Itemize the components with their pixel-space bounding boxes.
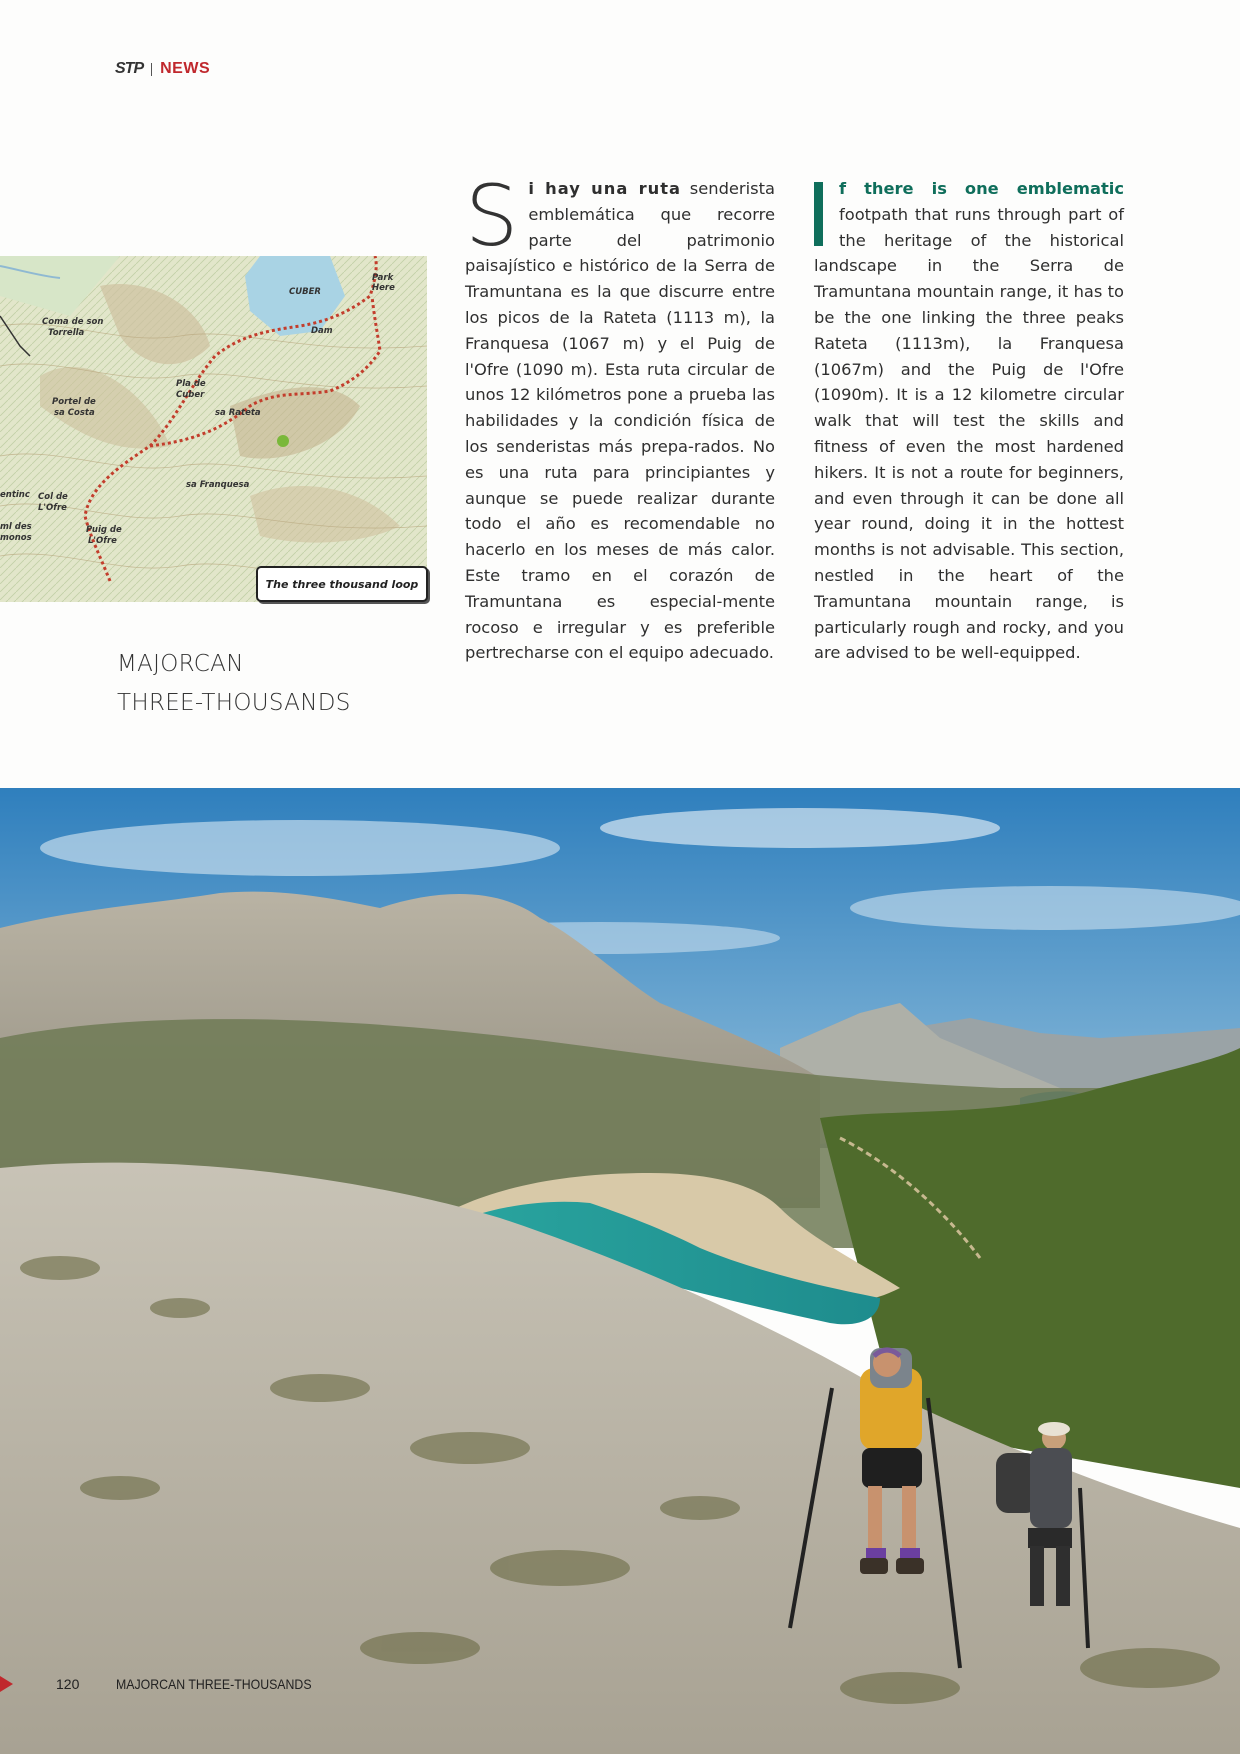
- svg-text:Park: Park: [372, 273, 394, 283]
- svg-text:sa Franquesa: sa Franquesa: [186, 480, 250, 490]
- svg-text:entinc: entinc: [0, 490, 30, 500]
- spanish-lead: i hay una ruta: [528, 179, 681, 198]
- svg-text:Cuber: Cuber: [176, 390, 205, 400]
- svg-text:Here: Here: [372, 283, 395, 293]
- page-number: 120: [56, 1676, 80, 1692]
- svg-text:sa Costa: sa Costa: [54, 408, 95, 418]
- spanish-column: [465, 167, 775, 666]
- article-title: [117, 645, 351, 723]
- header-divider: [151, 63, 152, 76]
- svg-text:Dam: Dam: [311, 326, 333, 336]
- svg-text:Col de: Col de: [38, 492, 68, 502]
- magazine-logo: STP: [115, 60, 144, 77]
- svg-text:Torrella: Torrella: [48, 328, 85, 338]
- svg-text:CUBER: CUBER: [289, 287, 321, 297]
- english-lead: f there is one emblematic: [839, 179, 1124, 198]
- drop-cap-bar: [814, 182, 823, 246]
- footer-marker: [0, 1676, 13, 1692]
- spanish-body: senderista emblemática que recorre parte del patrimonio paisajístico e histórico de la Serra de Tramuntana es la que discurre entre los picos de la Rateta (1113 m), la Franquesa (1067 m) y el Puig de l'Ofre (1090 m). Esta ruta circular de unos 12 kilómetros pone a prueba las habilidades y la condición física de los senderistas más prepa-rados. No es una ruta para principiantes y aunque se puede realizar durante todo el año es recomendable no hacerlo en los meses de más calor. Este tramo en el corazón de Tramuntana es especial-mente rocoso e irregular y es preferible pertrecharse con el equipo adecuado.: [465, 179, 775, 663]
- route-map-graphic: [0, 256, 427, 602]
- footer-title: MAJORCAN THREE-THOUSANDS: [116, 1676, 312, 1692]
- svg-text:L'Ofre: L'Ofre: [38, 503, 67, 513]
- svg-text:Puig de: Puig de: [86, 525, 122, 535]
- svg-text:ml des: ml des: [0, 522, 32, 532]
- english-body: footpath that runs through part of the heritage of the historical landscape in the Serra de Tramuntana mountain range, it has to be the one linking the three peaks Rateta (1113m), la Franquesa (1067m) and the Puig de l'Ofre (1090m). It is a 12 kilometre circular walk that will test the skills and fitness of even the most hardened hikers. It is not a route for beginners, and even through it can be done all year round, doing it in the hottest months is not advisable. This section, nestled in the heart of the Tramuntana mountain range, is particularly rough and rocky, and you are advised to be well-equipped.: [814, 204, 1124, 663]
- title-line-2: THREE-THOUSANDS: [117, 690, 351, 716]
- svg-text:Portel de: Portel de: [52, 397, 96, 407]
- title-line-1: MAJORCAN: [117, 651, 244, 677]
- drop-cap: S: [465, 167, 519, 265]
- english-column: [814, 176, 1124, 666]
- svg-text:Coma de son: Coma de son: [42, 317, 104, 327]
- svg-text:Pla de: Pla de: [176, 379, 206, 389]
- landscape-photo-graphic: [0, 788, 1240, 1754]
- map-caption: The three thousand loop: [256, 566, 428, 602]
- svg-text:L'Ofre: L'Ofre: [88, 536, 117, 546]
- landscape-photo: [0, 788, 1240, 1754]
- section-label: NEWS: [160, 60, 211, 77]
- page-header: [115, 60, 210, 78]
- svg-text:monos: monos: [0, 533, 32, 543]
- svg-text:sa Rateta: sa Rateta: [215, 408, 261, 418]
- route-map: [0, 256, 427, 602]
